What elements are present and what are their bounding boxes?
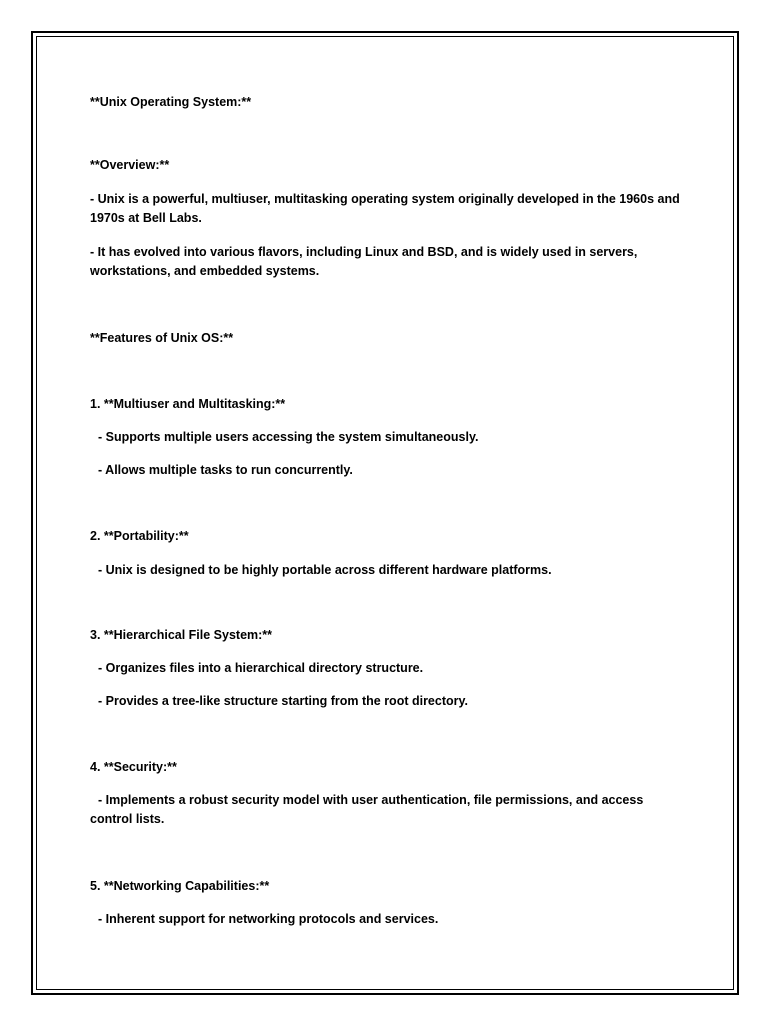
overview-paragraph-2: - It has evolved into various flavors, including Linux and BSD, and is widely used in servers, workstations, and embedded systems. <box>90 245 638 278</box>
page-border-inner <box>36 36 734 990</box>
features-heading: **Features of Unix OS:** <box>90 331 234 345</box>
overview-heading: **Overview:** <box>90 158 170 172</box>
page-border <box>31 31 739 995</box>
feature-2-heading: 2. **Portability:** <box>90 529 189 543</box>
feature-1-bullet-2: - Allows multiple tasks to run concurrently. <box>98 463 353 477</box>
feature-2-bullet-1: - Unix is designed to be highly portable across different hardware platforms. <box>98 563 552 577</box>
feature-5-bullet-1: - Inherent support for networking protocols and services. <box>98 912 439 926</box>
feature-3-bullet-1: - Organizes files into a hierarchical directory structure. <box>98 661 424 675</box>
feature-1-bullet-1: - Supports multiple users accessing the system simultaneously. <box>98 430 479 444</box>
feature-3-bullet-2: - Provides a tree-like structure starting from the root directory. <box>98 694 468 708</box>
overview-paragraph-1: - Unix is a powerful, multiuser, multitasking operating system originally developed in the 1960s and 1970s at Bell Labs. <box>90 192 680 225</box>
feature-4-heading: 4. **Security:** <box>90 760 177 774</box>
document-title: **Unix Operating System:** <box>90 95 252 109</box>
feature-5-heading: 5. **Networking Capabilities:** <box>90 879 270 893</box>
feature-4-bullet-1: - Implements a robust security model with user authentication, file permissions, and access control lists. <box>90 793 644 826</box>
feature-3-heading: 3. **Hierarchical File System:** <box>90 628 273 642</box>
feature-1-heading: 1. **Multiuser and Multitasking:** <box>90 397 286 411</box>
